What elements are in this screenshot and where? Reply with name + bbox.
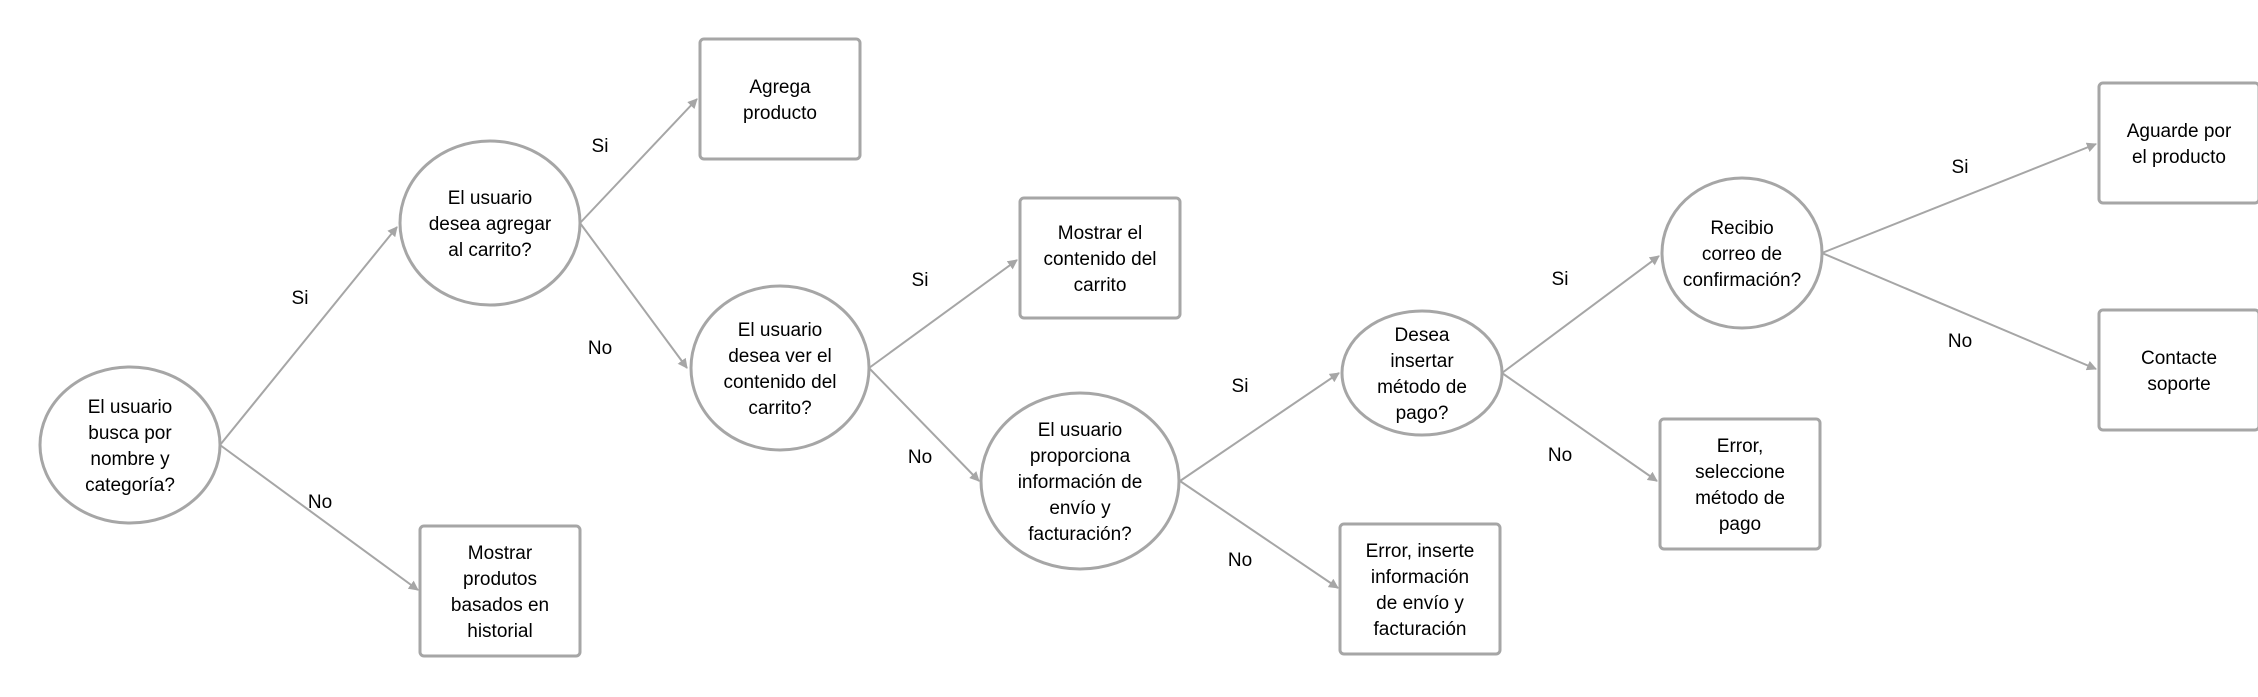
action-node-n12 <box>2099 83 2258 203</box>
action-node-n3 <box>420 526 580 656</box>
edge-label: Si <box>591 136 609 157</box>
decision-ellipse <box>691 286 869 450</box>
decision-node-n1 <box>40 367 220 523</box>
edge-label: Si <box>1231 376 1249 397</box>
node-label-line: al carrito? <box>448 240 532 261</box>
action-node-n13 <box>2099 310 2258 430</box>
edge-n8-to-n10 <box>1502 256 1659 373</box>
edge-arrow <box>1502 256 1659 373</box>
node-label-line: facturación? <box>1028 524 1132 545</box>
node-label-line: categoría? <box>85 475 175 496</box>
edge-arrow <box>1180 373 1339 481</box>
node-label-line: el producto <box>2131 147 2227 168</box>
edge-n10-to-n12 <box>1822 144 2096 253</box>
edge-arrow <box>580 99 697 223</box>
decision-node-n5 <box>691 286 869 450</box>
edge-n1-to-n2 <box>220 227 397 445</box>
node-label-line: Contacte <box>2140 348 2218 369</box>
node-label-line: de envío y <box>1376 593 1464 614</box>
edge-label: No <box>307 492 333 513</box>
action-node-n6 <box>1020 198 1180 318</box>
edge-n1-to-n3 <box>220 445 418 590</box>
action-node-n11 <box>1660 419 1820 549</box>
decision-ellipse <box>40 367 220 523</box>
edge-n2-to-n5 <box>580 223 687 368</box>
edge-label: No <box>587 338 613 359</box>
node-label-line: El usuario <box>87 397 173 418</box>
edge-n7-to-n9 <box>1180 481 1338 588</box>
node-label-line: correo de <box>1701 244 1783 265</box>
node-label-line: proporciona <box>1029 446 1131 467</box>
node-label-line: facturación <box>1373 619 1467 640</box>
node-label-line: Mostrar <box>467 543 533 564</box>
action-node-n4 <box>700 39 860 159</box>
node-label-line: El usuario <box>1037 420 1123 441</box>
action-box <box>2099 83 2258 203</box>
edge-label: No <box>1547 445 1573 466</box>
node-label-line: Mostrar el <box>1057 223 1143 244</box>
action-node-n9 <box>1340 524 1500 654</box>
edge-label: Si <box>1551 269 1569 290</box>
node-label-line: producto <box>743 103 817 124</box>
node-label-line: Recibio <box>1710 218 1774 239</box>
node-label-line: método de <box>1377 377 1467 398</box>
node-label-line: información de <box>1017 472 1143 493</box>
edge-label: No <box>1227 550 1253 571</box>
node-label-line: historial <box>467 621 533 642</box>
edge-arrow <box>220 445 418 590</box>
edge-n5-to-n7 <box>869 368 979 481</box>
edge-n7-to-n8 <box>1180 373 1339 481</box>
node-label-line: método de <box>1695 488 1785 509</box>
edge-arrow <box>1180 481 1338 588</box>
decision-node-n8 <box>1342 311 1502 435</box>
node-label-line: envío y <box>1049 498 1111 519</box>
node-label-line: Aguarde por <box>2126 121 2232 142</box>
edge-label: No <box>907 447 933 468</box>
edge-arrow <box>1502 373 1657 481</box>
node-label-line: pago? <box>1395 403 1449 424</box>
nodes-layer <box>40 39 2258 656</box>
node-label-line: Error, <box>1716 436 1764 457</box>
decision-node-n7 <box>981 393 1179 569</box>
node-label-line: basados en <box>450 595 550 616</box>
node-label-line: confirmación? <box>1682 270 1802 291</box>
node-label-line: información <box>1370 567 1470 588</box>
decision-node-n2 <box>400 141 580 305</box>
node-label-line: desea ver el <box>728 346 832 367</box>
decision-node-n10 <box>1662 178 1822 328</box>
action-box <box>700 39 860 159</box>
node-label-line: soporte <box>2147 374 2211 395</box>
node-label-line: carrito <box>1073 275 1127 296</box>
edge-label: Si <box>1951 157 1969 178</box>
node-label-line: insertar <box>1390 351 1454 372</box>
node-label-line: contenido del <box>1043 249 1157 270</box>
edge-n8-to-n11 <box>1502 373 1657 481</box>
edge-n10-to-n13 <box>1822 253 2096 369</box>
edge-label: Si <box>291 288 309 309</box>
action-box <box>2099 310 2258 430</box>
node-label-line: El usuario <box>737 320 823 341</box>
node-label-line: Agrega <box>749 77 811 98</box>
edge-arrow <box>869 260 1017 368</box>
edge-label: No <box>1947 331 1973 352</box>
edge-label: Si <box>911 270 929 291</box>
node-label-line: produtos <box>463 569 537 590</box>
edge-arrow <box>220 227 397 445</box>
edge-n2-to-n4 <box>580 99 697 223</box>
node-label-line: desea agregar <box>428 214 552 235</box>
node-label-line: Desea <box>1394 325 1450 346</box>
node-label-line: contenido del <box>723 372 837 393</box>
node-label-line: Error, inserte <box>1365 541 1475 562</box>
node-label-line: El usuario <box>447 188 533 209</box>
node-label-line: nombre y <box>90 449 170 470</box>
node-label-line: carrito? <box>748 398 812 419</box>
edge-n5-to-n6 <box>869 260 1017 368</box>
node-label-line: pago <box>1718 514 1762 535</box>
node-label-line: seleccione <box>1695 462 1785 483</box>
node-label-line: busca por <box>88 423 172 444</box>
